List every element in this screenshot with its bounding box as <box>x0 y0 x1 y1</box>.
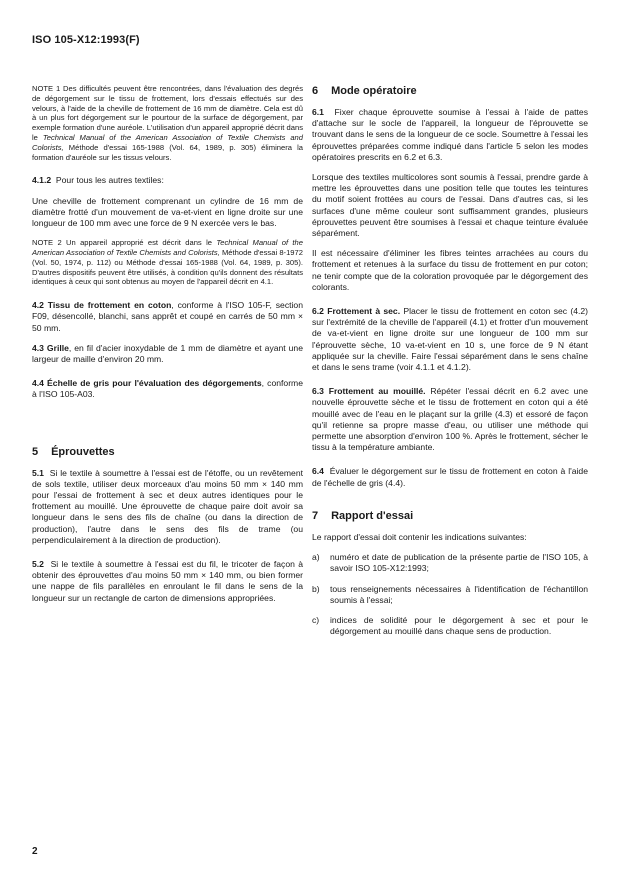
list-marker: b) <box>312 583 320 594</box>
note-1-text: NOTE 1 Des difficultés peuvent être rencontrées, dans l'évaluation des degrés de dégorgement sur le tissu de frottement, lors d'essais effectués sur des velours, à l'aide de la cheville de frottement de 16 mm de diamètre. Cela est dû à un plus fort dégorgement sur le pourtour de la surface de dégorgement, par exemple formation d'une auréole. L'utilisation d'un appareil approprié décrit dans le <box>32 84 303 142</box>
running-header: ISO 105-X12:1993(F) <box>32 34 140 46</box>
section-title: Éprouvettes <box>51 445 115 458</box>
clause-6-1 <box>312 107 588 163</box>
clause-6-4 <box>312 466 588 488</box>
note-1 <box>32 84 303 162</box>
clause-heading: 6.2 Frottement à sec. <box>312 306 401 317</box>
clause-text: Répéter l'essai décrit en 6.2 avec une nouvelle éprouvette sèche et le tissu de frottement en coton qui a été mouillé avec de l'eau en le plaçant sur la grille (4.3) et essoré de façon qu'il retienne sa propre masse d'eau, ou utiliser une méthode qui permette une absorption d'environ 100 %. Après le frottement, sécher le tissu à la température ambiante. <box>312 386 588 453</box>
clause-number: 5.2 <box>32 559 44 570</box>
note-2 <box>32 238 303 287</box>
clause-6-3 <box>312 386 588 453</box>
clause-6-1-para-2: Lorsque des textiles multicolores sont soumis à l'essai, prendre garde à mettre les éprouvettes dans une position telle que toutes les teintures du motif soient frottées au cours de l'essai. Dans d'autres cas, si les surfaces d'une même couleur sont suffisamment grandes, plusieurs éprouvettes peuvent être soumises à l'essai et chaque teinture évaluée séparément. <box>312 172 588 239</box>
clause-heading: 4.2 Tissu de frottement en coton <box>32 300 172 311</box>
section-7-heading <box>312 509 588 523</box>
clause-6-2 <box>312 306 588 373</box>
clause-text: Si le textile à soumettre à l'essai est de l'étoffe, ou un revêtement de sols textile, utiliser deux morceaux d'au moins 50 mm × 140 mm pour l'essai de frottement à sec et deux autres identiques pour le frottement au mouillé. Une éprouvette de chaque paire doit avoir sa longueur dans le sens des fils de chaîne (ou dans la direction de production), l'autre dans le sens des fils de trame (ou perpendiculairement à la direction de production). <box>32 467 303 545</box>
clause-text: Placer le tissu de frottement en coton sec (4.2) sur l'extrémité de la cheville de l'appareil (4.1) et frotter d'un mouvement de va-et-vient en ligne droite sur une longueur de 100 mm sur l'éprouvette sèche, 10 va-et-vient en 10 s, une force de 9 N étant appliquée sur la cheville. Faire l'essai séparément dans le sens chaîne et dans le sens trame (voir 4.1.1 et 4.1.2). <box>312 306 589 373</box>
clause-6-1-para-3: Il est nécessaire d'éliminer les fibres teintes arrachées au cours du frottement et retenues à la surface du tissu de frottement en pur coton; ne tenir compte que de la coloration provoquée par le dégorgement des colorants. <box>312 248 588 292</box>
clause-text: , conforme à l'ISO 105-A03. <box>32 378 303 400</box>
list-item-c <box>312 615 588 637</box>
list-marker: a) <box>312 552 320 563</box>
clause-heading: 4.3 Grille <box>32 342 69 353</box>
clause-4-1-2 <box>32 175 303 186</box>
clause-5-1 <box>32 468 303 546</box>
section-title: Mode opératoire <box>331 85 417 97</box>
note-1-text-end: Méthode d'essai 165-1988 (Vol. 64, 1989, p. 305) éliminera la formation d'auréole sur les tissus velours. <box>32 142 303 162</box>
clause-4-1-2-body: Une cheville de frottement comprenant un cylindre de 16 mm de diamètre frotté d'un mouvement de va-et-vient en ligne droite sur une longueur de 100 mm avec une force de 9 N exercée vers le bas. <box>32 195 303 228</box>
note-2-reference-title: Technical Manual of the American Association of Textile Chemists and Colorists, <box>32 238 303 257</box>
section-number: 6 <box>312 85 319 97</box>
clause-text: Évaluer le dégorgement sur le tissu de frottement en coton à l'aide de l'échelle de gris (4.4). <box>312 466 588 488</box>
clause-number: 6.1 <box>312 107 324 117</box>
note-2-text: NOTE 2 Un appareil approprié est décrit dans le <box>32 238 212 248</box>
clause-number: 6.4 <box>312 466 324 477</box>
clause-4-3 <box>32 343 303 365</box>
section-5-heading <box>32 445 303 459</box>
section-6-heading <box>312 84 588 98</box>
clause-4-2 <box>32 300 303 334</box>
clause-text: , conforme à l'ISO 105-F, section F09, désencollé, blanchi, sans apprêt et coupé en carrés de 50 mm × 50 mm. <box>32 300 303 333</box>
page-number: 2 <box>32 846 38 857</box>
clause-number: 4.1.2 <box>32 175 52 186</box>
left-column <box>32 84 303 604</box>
clause-heading: 6.3 Frottement au mouillé. <box>312 386 426 397</box>
clause-text: Si le textile à soumettre à l'essai est du fil, le tricoter de façon à obtenir des éprouvettes d'au moins 50 mm × 140 mm, ou bien former une nappe de fils parallèles en enroulant le fil dans le sens de la longueur sur un rectangle de carton de dimensions appropriées. <box>32 559 303 603</box>
clause-number: 5.1 <box>32 467 44 478</box>
note-2-text-end: Méthode d'essai 8-1972 (Vol. 50, 1974, p. 112) ou Méthode d'essai 165-1988 (Vol. 64, 1989, p. 305). D'autres dispositifs peuvent être utilisés, à condition qu'ils donnent des résultats identiques à ceux qui sont obtenus au moyen de l'appareil décrit en 4.1. <box>32 247 303 287</box>
clause-text: , en fil d'acier inoxydable de 1 mm de diamètre et ayant une largeur de maille d'environ 20 mm. <box>32 342 303 364</box>
clause-text: Fixer chaque éprouvette soumise à l'essai à l'aide de pattes d'attache sur le socle de l'appareil, la longueur de l'éprouvette se trouvant dans le sens de la longueur de ce socle. Soumettre à l'essai les éprouvettes préparées comme indiqué dans l'article 5 selon les modes opératoires prescrits en 6.2 et 6.3. <box>312 107 589 162</box>
note-1-reference-title: Technical Manual of the American Association of Textile Chemists and Colorists, <box>32 132 303 152</box>
section-title: Rapport d'essai <box>331 509 414 522</box>
section-number: 7 <box>312 509 319 522</box>
list-item-b <box>312 584 588 606</box>
clause-heading: 4.4 Échelle de gris pour l'évaluation des dégorgements <box>32 378 262 389</box>
list-text: indices de solidité pour le dégorgement à sec et pour le dégorgement au mouillé dans chaque sens de production. <box>330 614 588 637</box>
clause-text: Pour tous les autres textiles: <box>55 175 164 186</box>
list-marker: c) <box>312 614 320 625</box>
section-number: 5 <box>32 445 39 458</box>
list-text: numéro et date de publication de la présente partie de l'ISO 105, à savoir ISO 105-X12:1993; <box>330 552 588 574</box>
list-item-a <box>312 552 588 574</box>
clause-5-2 <box>32 559 303 604</box>
clause-4-4 <box>32 378 303 400</box>
clause-7-intro: Le rapport d'essai doit contenir les indications suivantes: <box>312 531 527 542</box>
list-text: tous renseignements nécessaires à l'identification de l'échantillon soumis à l'essai; <box>330 583 588 605</box>
right-column <box>312 84 588 637</box>
